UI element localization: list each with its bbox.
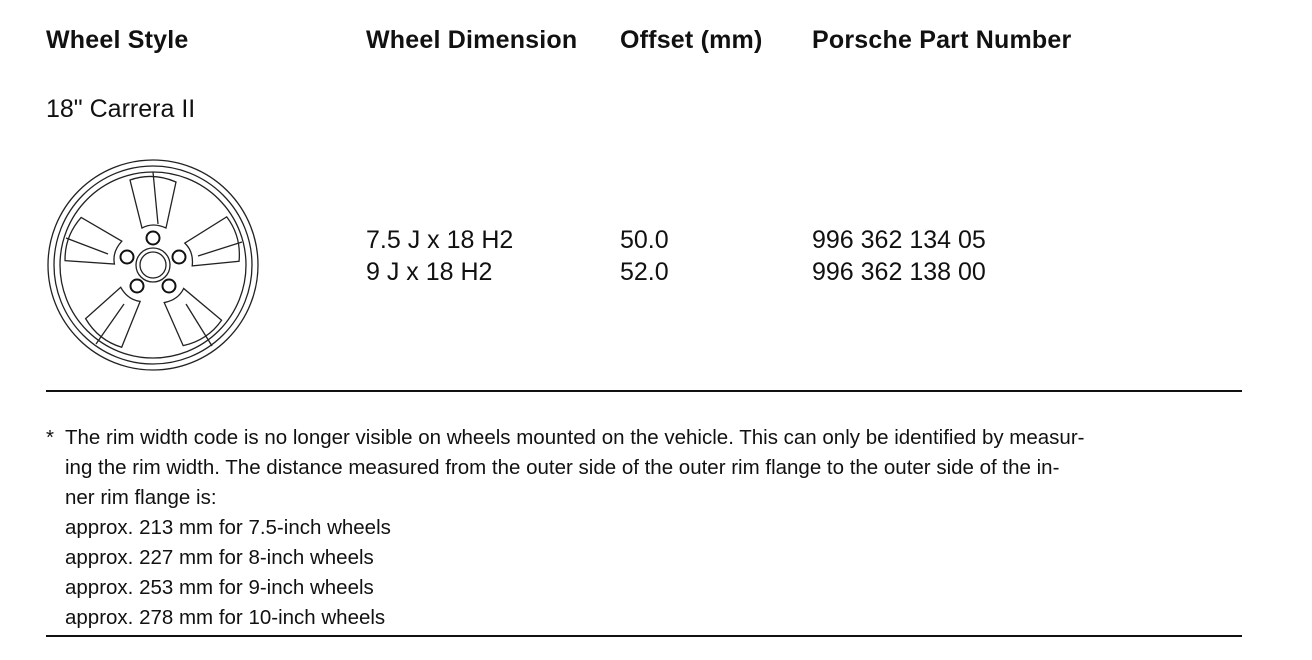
row-2-offset: 52.0 (620, 258, 669, 286)
header-wheel-dimension: Wheel Dimension (366, 26, 578, 54)
footnote-line: ing the rim width. The distance measured from the outer side of the outer rim flange to the outer side of the in- (65, 456, 1060, 479)
header-part-number: Porsche Part Number (812, 26, 1072, 54)
footnote-line: approx. 253 mm for 9-inch wheels (65, 576, 374, 599)
footnote-line: ner rim flange is: (65, 486, 217, 509)
footnote-line: approx. 227 mm for 8-inch wheels (65, 546, 374, 569)
row-1-part-number: 996 362 134 05 (812, 226, 986, 254)
row-1-dimension: 7.5 J x 18 H2 (366, 226, 514, 254)
header-wheel-style: Wheel Style (46, 26, 189, 54)
footnote-line: The rim width code is no longer visible on wheels mounted on the vehicle. This can only be identified by measur- (65, 426, 1085, 449)
row-2-part-number: 996 362 138 00 (812, 258, 986, 286)
footnote-line: approx. 213 mm for 7.5-inch wheels (65, 516, 391, 539)
footnote-divider (46, 635, 1242, 637)
wheel-style-name: 18" Carrera II (46, 95, 196, 123)
footnote-line: approx. 278 mm for 10-inch wheels (65, 606, 386, 629)
header-offset: Offset (mm) (620, 26, 763, 54)
row-2-dimension: 9 J x 18 H2 (366, 258, 493, 286)
row-1-offset: 50.0 (620, 226, 669, 254)
wheel-icon (46, 158, 260, 372)
footnote-marker: * (46, 426, 54, 449)
footnote (46, 423, 1246, 633)
table-divider (46, 390, 1242, 392)
